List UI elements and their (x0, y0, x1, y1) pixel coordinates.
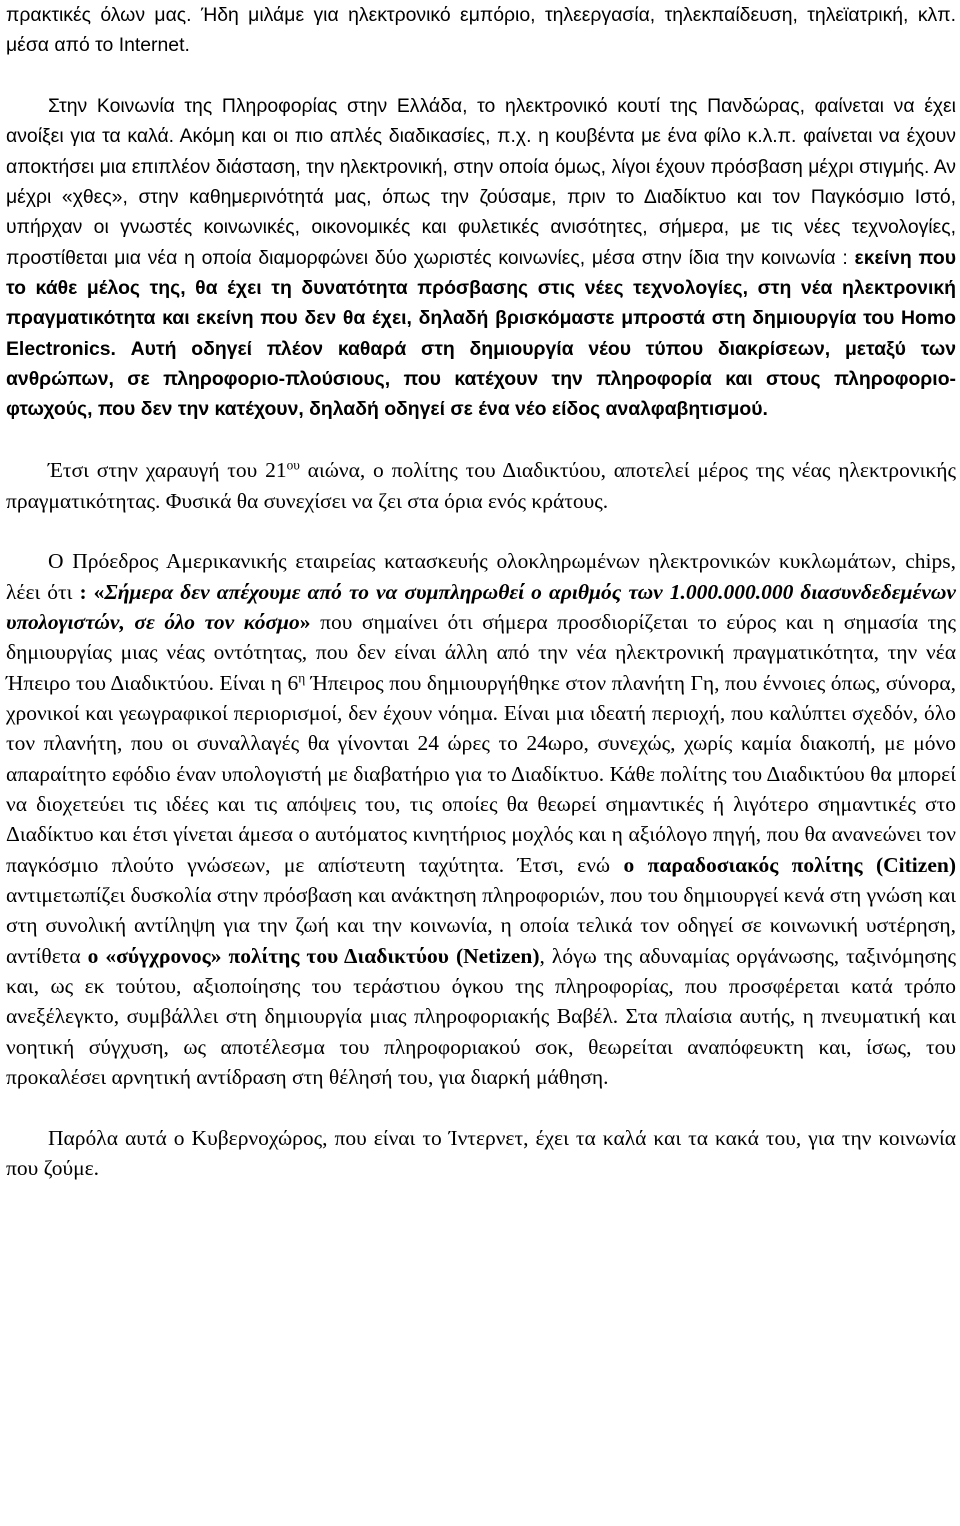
citizen-term: ο παραδοσιακός πολίτης (Citizen) (623, 852, 956, 877)
paragraph-2-body: Αν μέχρι «χθες», στην καθημερινότητά μας, όπως την ζούσαμε, πριν το Διαδίκτυο και τον Παγκόσμιο Ιστό, υπήρχαν οι γνωστές κοινωνικές, οικονομικές και φυλετικές ανισότητες, σήμερα, με τις νέες τεχνολογίες, προστίθεται μια νέα η οποία διαμορφώνει δύο χωριστές κοινωνίες, μέσα στην ίδια την κοινωνία : (6, 155, 956, 269)
continent-ordinal-superscript: η (298, 670, 306, 686)
paragraph-5-text: Παρόλα αυτά ο Κυβερνοχώρος, που είναι το Ίντερνετ, έχει τα καλά και τα κακά του, για την κοινωνία που ζούμε. (6, 1125, 956, 1181)
paragraph-5 (6, 1123, 956, 1184)
paragraph-4-body: που σημαίνει ότι σήμερα προσδιορίζεται το εύρος και η σημασία της δημιουργίας μιας νέας οντότητας, που δεν είναι άλλη από την νέα ηλεκτρονική πραγματικότητα, την νέα Ήπειρο του Διαδικτύου. Είναι η 6 (6, 609, 956, 695)
paragraph-2-lead: Στην Κοινωνία της Πληροφορίας στην Ελλάδα, το ηλεκτρονικό κουτί της Πανδώρας, φαίνεται να έχει ανοίξει για τα καλά. Ακόμη και οι πιο απλές διαδικασίες, π.χ. η κουβέντα με ένα φίλο κ.λ.π. φαίνεται να έχουν αποκτήσει μια επιπλέον διάσταση, την ηλεκτρονική, στην οποία όμως, λίγοι έχουν πρόσβαση μέχρι στιγμής. (6, 95, 956, 178)
paragraph-4 (6, 546, 956, 1092)
paragraph-2 (6, 91, 956, 425)
paragraph-4-body-continued: Ήπειρος που δημιουργήθηκε στον πλανήτη Γη, που έννοιες όπως, σύνορα, χρονικοί και γεωγραφικοί περιορισμοί, δεν έχουν νόημα. Είναι μια ιδεατή περιοχή, που καλύπτει σχεδόν, όλο τον πλανήτη, που οι συναλλαγές θα γίνονται 24 ώρες το 24ωρο, συνεχώς, χωρίς καμία διακοπή, με μόνο απαραίτητο εφόδιο έναν υπολογιστή με διαβατήριο για το Διαδίκτυο. Κάθε πολίτης του Διαδικτύου θα μπορεί να διοχετεύει τις ιδέες και τις απόψεις του, τις οποίες θα θεωρεί σημαντικές ή λιγότερο σημαντικές στο Διαδίκτυο και έτσι γίνεται άμεσα ο αυτόματος κινητήριος μοχλός και η αξιόλογο πηγή, που θα ανανεώνει τον παγκόσμιο πλούτο γνώσεων, με απίστευτη ταχύτητα. Έτσι, ενώ (6, 670, 956, 877)
netizen-term: ο «σύγχρονος» πολίτης του Διαδικτύου (Netizen) (87, 943, 540, 968)
paragraph-3 (6, 455, 956, 516)
paragraph-3-text-start: Έτσι στην χαραυγή του 21 (48, 458, 287, 483)
century-ordinal-superscript: ου (286, 457, 300, 473)
quote-text: Σήμερα δεν απέχουμε από το να συμπληρωθεί ο αριθμός των 1.000.000.000 διασυνδεδεμένων υπολογιστών, σε όλο τον κόσμο (6, 579, 956, 634)
paragraph-3-text-end: αιώνα, ο πολίτης του Διαδικτύου, αποτελεί μέρος της νέας ηλεκτρονικής πραγματικότητας. Φυσικά θα συνεχίσει να ζει στα όρια ενός κράτους. (6, 458, 956, 513)
paragraph-1 (6, 0, 956, 61)
quote-open: : « (79, 579, 105, 604)
paragraph-4-intro: Ο Πρόεδρος Αμερικανικής εταιρείας κατασκευής ολοκληρωμένων ηλεκτρονικών κυκλωμάτων, chips, λέει ότι (6, 549, 956, 604)
paragraph-2-emphasis: εκείνη που το κάθε μέλος της, θα έχει τη δυνατότητα πρόσβασης στις νέες τεχνολογίες, στη νέα ηλεκτρονική πραγματικότητα και εκείνη που δεν θα έχει, δηλαδή βρισκόμαστε μπροστά στη δημιουργία του Homo Electronics. Αυτή οδηγεί πλέον καθαρά στη δημιουργία νέου τύπου διακρίσεων, μεταξύ των ανθρώπων, σε πληροφοριο-πλούσιους, που κατέχουν την πληροφορία και στους πληροφοριο-φτωχούς, που δεν την κατέχουν, δηλαδή οδηγεί σε ένα νέο είδος αναλφαβητισμού. (6, 246, 956, 421)
paragraph-1-text: πρακτικές όλων μας. Ήδη μιλάμε για ηλεκτρονικό εμπόριο, τηλεεργασία, τηλεκπαίδευση, τηλεϊατρική, κλπ. μέσα από το Internet. (6, 4, 956, 57)
paragraph-4-end: , λόγω της αδυναμίας οργάνωσης, ταξινόμησης και, ως εκ τούτου, αξιοποίησης του τεράστιου όγκου της πληροφορίας, που προσφέρεται κατά τρόπο ανεξέλεγκτο, συμβάλλει στη δημιουργία μιας πληροφοριακής Βαβέλ. Στα πλαίσια αυτής, η πνευματική και νοητική σύγχυση, ως αποτέλεσμα του πληροφοριακού σοκ, θεωρείται αναπόφευκτη και, ίσως, του προκαλέσει αρνητική αντίδραση στη θέλησή του, για διαρκή μάθηση. (6, 943, 956, 1090)
quote-close: » (299, 609, 311, 634)
paragraph-4-middle: αντιμετωπίζει δυσκολία στην πρόσβαση και ανάκτηση πληροφοριών, που του δημιουργεί κενά στη γνώση και στη συνολική αντίληψη για την ζωή και την κοινωνία, η οποία τελικά τον οδηγεί σε κοινωνική υστέρηση, αντίθετα (6, 882, 956, 968)
